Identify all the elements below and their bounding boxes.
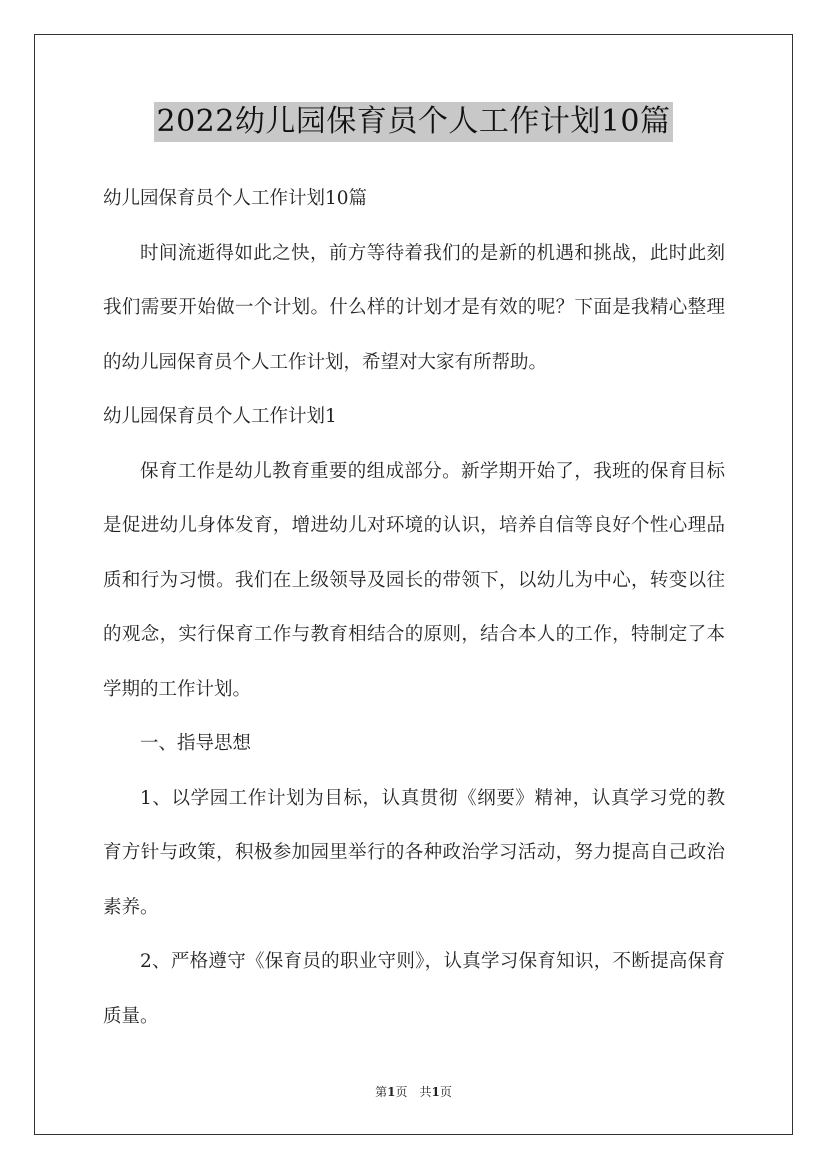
paragraph-body: 保育工作是幼儿教育重要的组成部分。新学期开始了，我班的保育目标是促进幼儿身体发育，增进幼儿对环境的认识，培养自信等良好个性心理品质和行为习惯。我们在上级领导及园长的带领下，以幼儿为中心，转变以往的观念，实行保育工作与教育相结合的原则，结合本人的工作，特制定了本学期的工作计划。 <box>103 460 725 700</box>
footer-page-suffix: 页 <box>439 1085 452 1099</box>
paragraph-subheading: 一、指导思想 <box>140 733 252 754</box>
footer-page-total: 1 <box>431 1085 440 1099</box>
footer-page-prefix: 第 <box>375 1085 388 1099</box>
paragraph-intro: 时间流逝得如此之快，前方等待着我们的是新的机遇和挑战，此时此刻我们需要开始做一个计划。什么样的计划才是有效的呢？下面是我精心整理的幼儿园保育员个人工作计划，希望对大家有所帮助。 <box>103 242 725 373</box>
paragraph-subtitle: 幼儿园保育员个人工作计划10篇 <box>103 188 368 209</box>
page-footer <box>0 1083 827 1101</box>
paragraph-section-heading: 幼儿园保育员个人工作计划1 <box>103 406 337 427</box>
document-title: 2022幼儿园保育员个人工作计划10篇 <box>154 102 672 142</box>
document-body <box>103 172 725 1044</box>
footer-page-mid: 页 共 <box>395 1085 432 1099</box>
paragraph-item-1: 1、以学园工作计划为目标，认真贯彻《纲要》精神，认真学习党的教育方针与政策，积极参加园里举行的各种政治学习活动，努力提高自己政治素养。 <box>103 787 725 918</box>
footer-page-number: 1 <box>387 1085 396 1099</box>
title-container <box>0 102 827 142</box>
paragraph-item-2: 2、严格遵守《保育员的职业守则》，认真学习保育知识，不断提高保育质量。 <box>103 951 725 1027</box>
